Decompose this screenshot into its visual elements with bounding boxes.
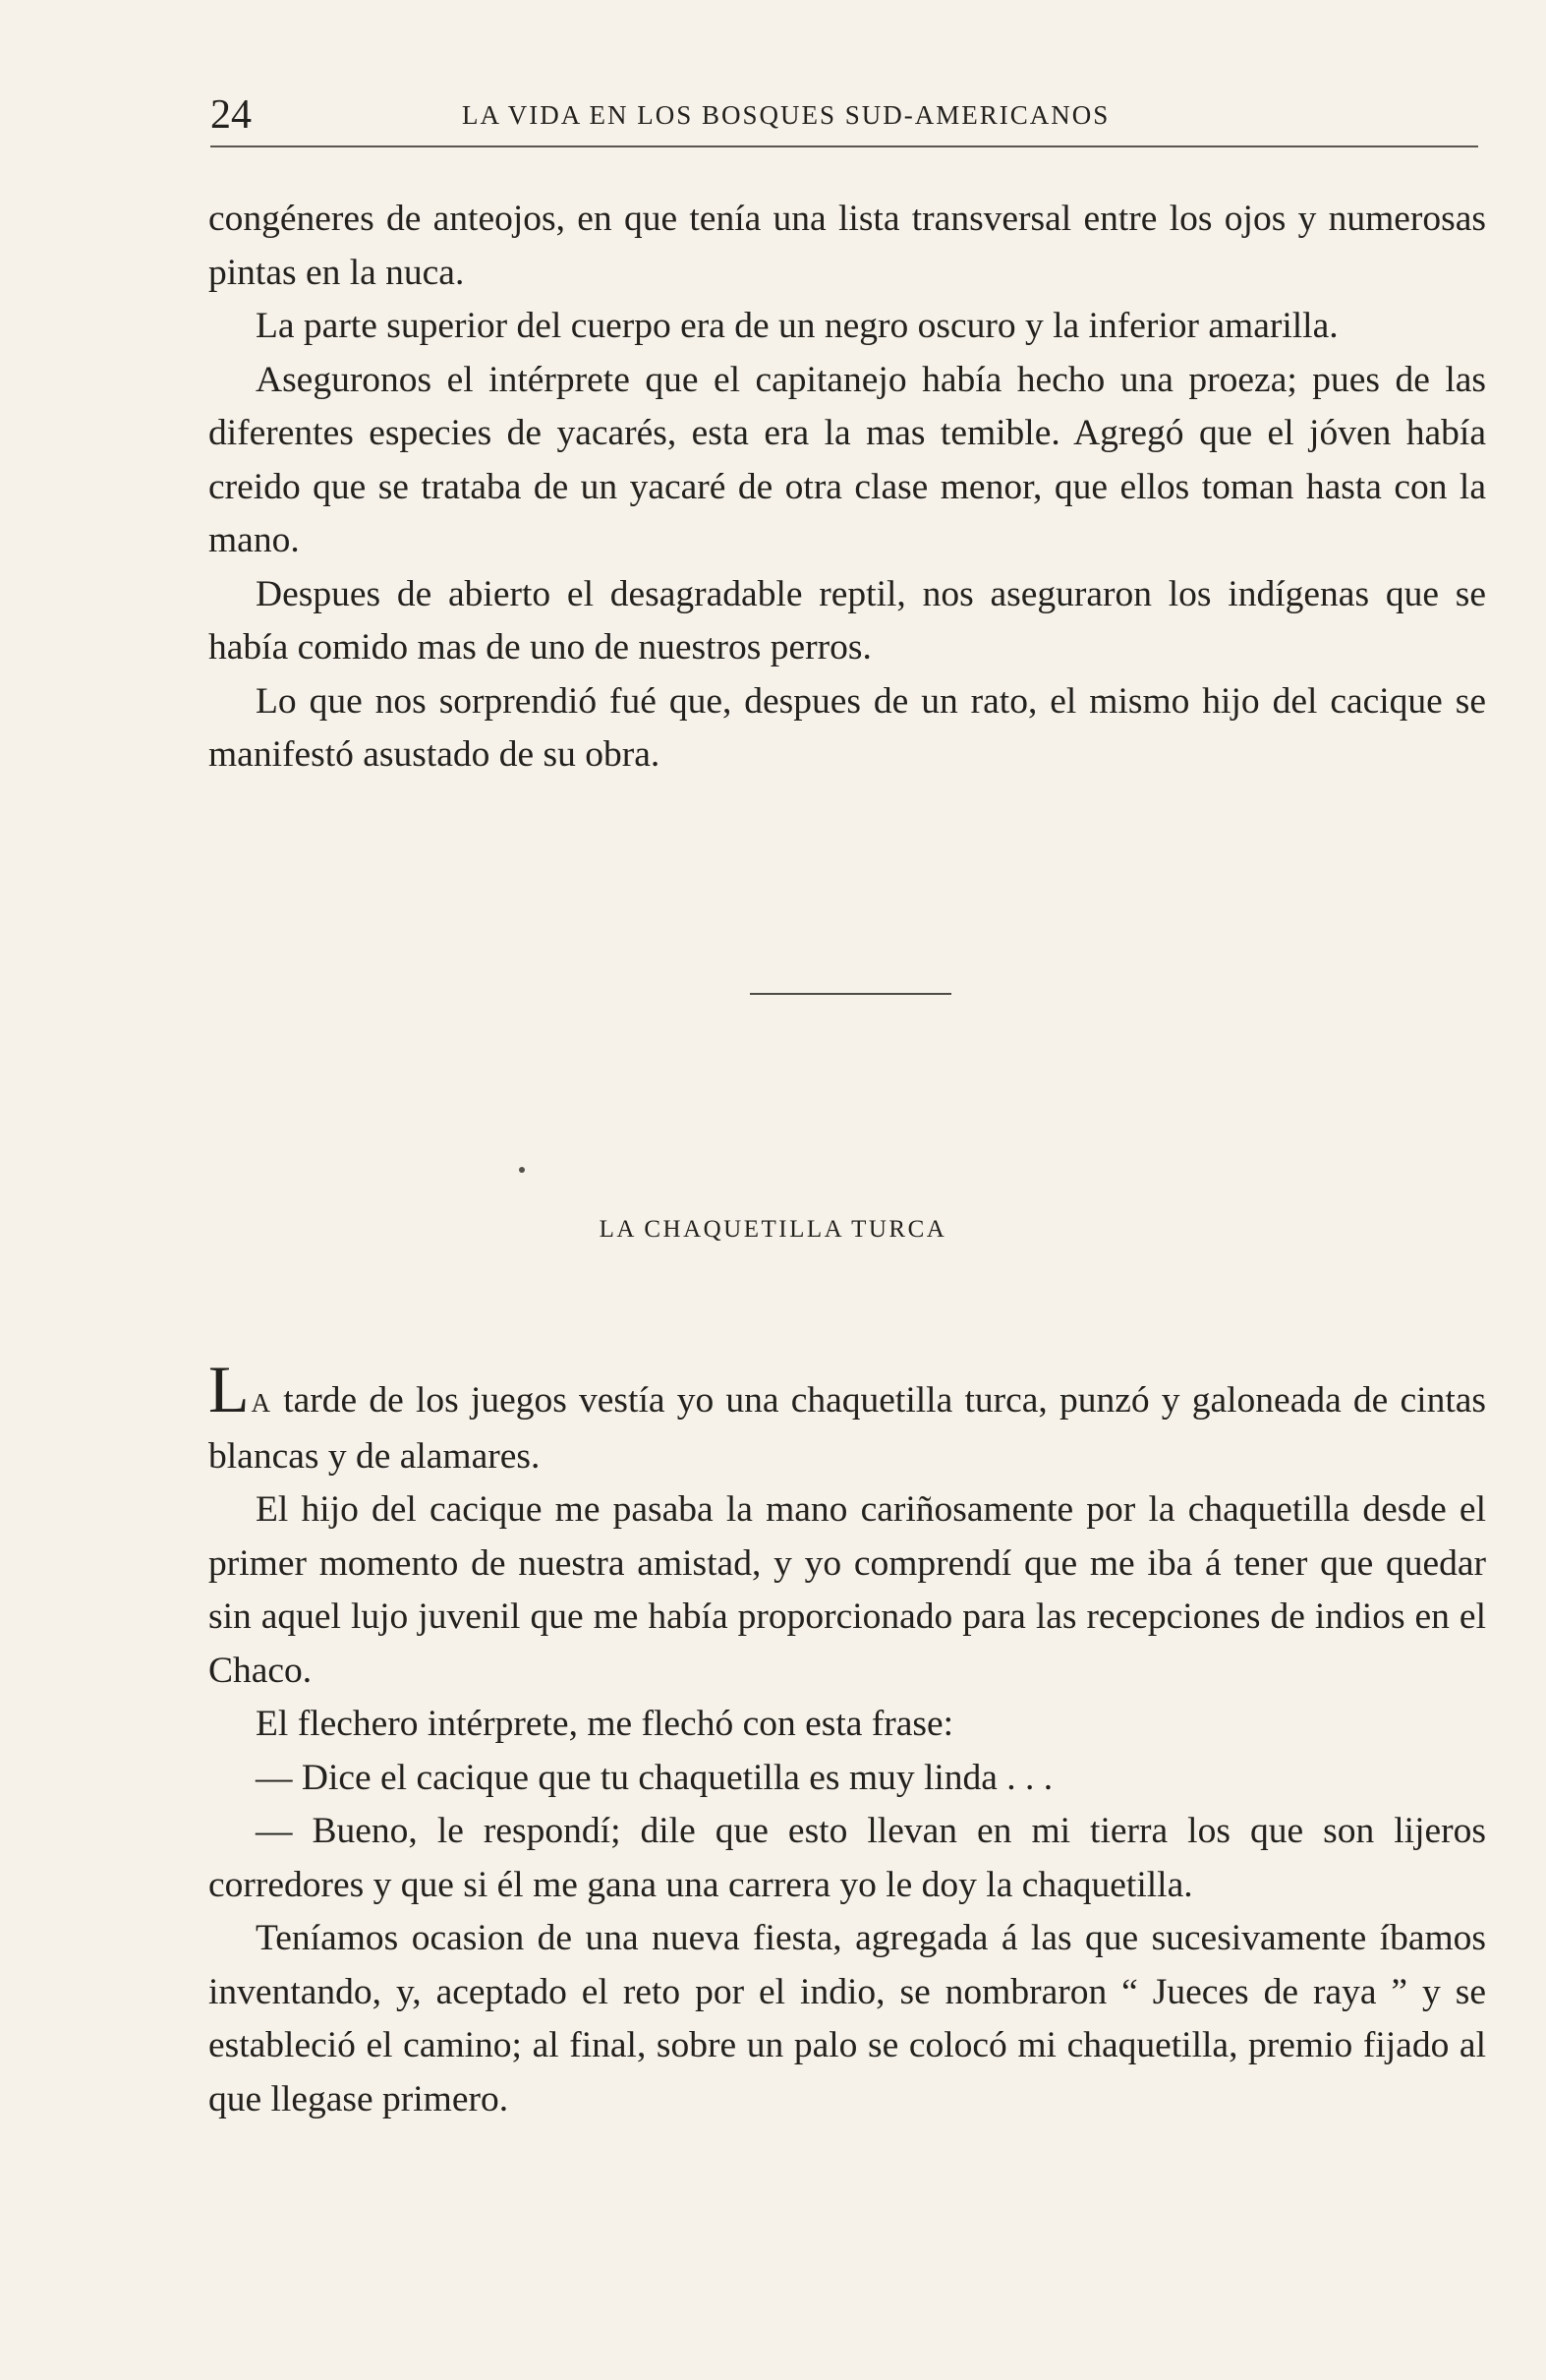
paragraph: Despues de abierto el desagradable reptil, nos aseguraron los indígenas que se había comido mas de uno de nuestros perros. <box>208 573 1486 668</box>
section-title: LA CHAQUETILLA TURCA <box>599 1216 947 1243</box>
paragraph: Lo que nos sorprendió fué que, despues de un rato, el mismo hijo del cacique se manifestó asustado de su obra. <box>208 680 1486 775</box>
paragraph: congéneres de anteojos, en que tenía una lista transversal entre los ojos y numerosas pintas en la nuca. <box>208 199 1486 293</box>
text-block-section <box>208 1352 1486 2126</box>
dialogue-line: — Dice el cacique que tu chaquetilla es muy linda . . . <box>256 1757 1054 1798</box>
section-divider <box>750 993 951 995</box>
paragraph: El hijo del cacique me pasaba la mano cariñosamente por la chaquetilla desde el primer momento de nuestra amistad, y yo comprendí que me iba á tener que quedar sin aquel lujo juvenil que me había proporcionado para las recepciones de indios en el Chaco. <box>208 1489 1486 1691</box>
paragraph: Teníamos ocasion de una nueva fiesta, agregada á las que sucesivamente íbamos inventando, y, aceptado el reto por el indio, se nombraron “ Jueces de raya ” y se estableció el camino; al final, sobre un palo se colocó mi chaquetilla, premio fijado al que llegase primero. <box>208 1918 1486 2119</box>
running-head: LA VIDA EN LOS BOSQUES SUD-AMERICANOS <box>462 100 1111 130</box>
paragraph: El flechero intérprete, me flechó con esta frase: <box>256 1704 954 1744</box>
header-rule <box>210 145 1478 147</box>
drop-cap: L <box>208 1352 250 1426</box>
page-number: 24 <box>210 92 252 138</box>
section-first-paragraph-text: tarde de los juegos vestía yo una chaquetilla turca, punzó y galoneada de cintas blancas y de alamares. <box>208 1380 1486 1477</box>
section-first-paragraph <box>208 1352 1486 1483</box>
stray-ink-dot <box>519 1167 525 1173</box>
paragraph: La parte superior del cuerpo era de un negro oscuro y la inferior amarilla. <box>256 306 1339 346</box>
text-block-top <box>208 193 1486 783</box>
dialogue-line: — Bueno, le respondí; dile que esto llevan en mi tierra los que son lijeros corredores y que si él me gana una carrera yo le doy la chaquetilla. <box>208 1811 1486 1905</box>
paragraph: Aseguronos el intérprete que el capitanejo había hecho una proeza; pues de las diferentes especies de yacarés, esta era la mas temible. Agregó que el jóven había creido que se trataba de un yacaré de otra clase menor, que ellos toman hasta con la mano. <box>208 359 1486 560</box>
drop-cap-smallcaps: A <box>251 1388 272 1418</box>
